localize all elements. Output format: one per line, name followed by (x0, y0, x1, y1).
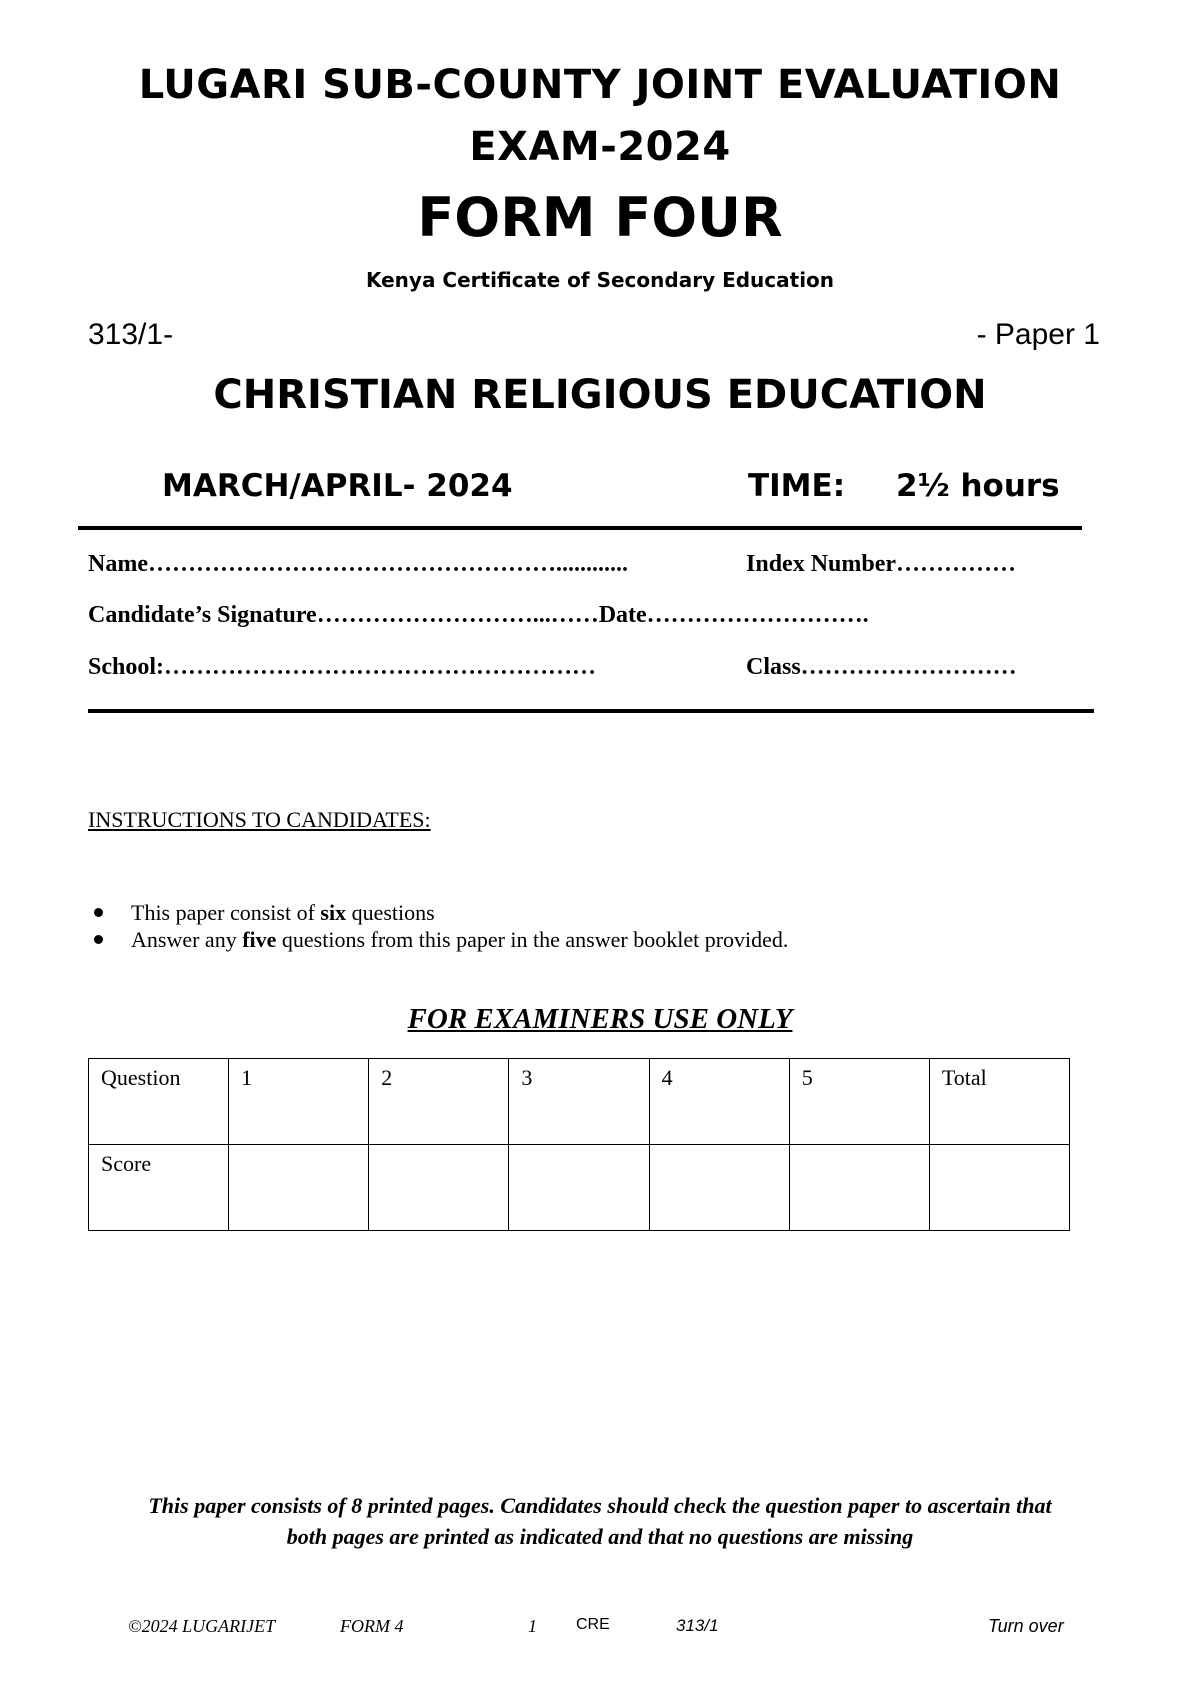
divider-top (78, 526, 1082, 530)
footer-subject: CRE (576, 1616, 610, 1633)
examiners-heading: FOR EXAMINERS USE ONLY (407, 1003, 793, 1035)
certificate-name: Kenya Certificate of Secondary Education (365, 268, 835, 292)
page-note-line: This paper consists of 8 printed pages. Candidates should check the question paper to ascertain that (148, 1493, 1052, 1518)
footer-turn-over: Turn over (988, 1616, 1064, 1636)
table-row (89, 1059, 1070, 1145)
bullet-icon (94, 908, 103, 917)
table-row (89, 1145, 1070, 1231)
signature-date-field[interactable]: Candidate’s Signature………………………...……Date………………………. (88, 602, 869, 628)
divider-bottom (88, 709, 1094, 713)
footer-code: 313/1 (676, 1616, 719, 1635)
exam-date: MARCH/APRIL- 2024 (162, 468, 513, 504)
instructions-heading: INSTRUCTIONS TO CANDIDATES: (88, 807, 431, 832)
exam-title-line2: EXAM-2024 (469, 124, 731, 170)
footer-page-number: 1 (528, 1616, 537, 1636)
table-cell: Score (89, 1145, 229, 1231)
table-cell: 1 (229, 1059, 369, 1145)
table-cell: Total (929, 1059, 1069, 1145)
class-field[interactable]: Class……………………… (746, 654, 1017, 680)
subject-title: CHRISTIAN RELIGIOUS EDUCATION (213, 372, 987, 418)
score-cell[interactable] (929, 1145, 1069, 1231)
paper-number: - Paper 1 (976, 318, 1100, 351)
page-note-line: both pages are printed as indicated and that no questions are missing (286, 1524, 914, 1549)
score-table (88, 1058, 1070, 1231)
name-field[interactable]: Name……………………………………………............ (88, 551, 628, 577)
table-cell: Question (89, 1059, 229, 1145)
footer-copyright: ©2024 LUGARIJET (128, 1616, 276, 1636)
bullet-icon (94, 935, 103, 944)
index-number-field[interactable]: Index Number…………… (746, 551, 1017, 577)
table-cell: 5 (789, 1059, 929, 1145)
paper-code: 313/1- (88, 318, 174, 351)
instruction-item: Answer any five questions from this paper in the answer booklet provided. (94, 927, 788, 953)
score-cell[interactable] (649, 1145, 789, 1231)
score-cell[interactable] (229, 1145, 369, 1231)
score-cell[interactable] (789, 1145, 929, 1231)
table-cell: 4 (649, 1059, 789, 1145)
time-value: 2½ hours (896, 468, 1060, 504)
school-field[interactable]: School:……………………………………………… (88, 654, 597, 680)
footer-form: FORM 4 (340, 1616, 404, 1636)
score-cell[interactable] (369, 1145, 509, 1231)
table-cell: 2 (369, 1059, 509, 1145)
form-level: FORM FOUR (417, 186, 783, 249)
exam-title-line1: LUGARI SUB-COUNTY JOINT EVALUATION (138, 62, 1062, 108)
instruction-item: This paper consist of six questions (94, 900, 435, 926)
table-cell: 3 (509, 1059, 649, 1145)
page-note (0, 1490, 1200, 1552)
score-cell[interactable] (509, 1145, 649, 1231)
time-label: TIME: (748, 468, 846, 504)
